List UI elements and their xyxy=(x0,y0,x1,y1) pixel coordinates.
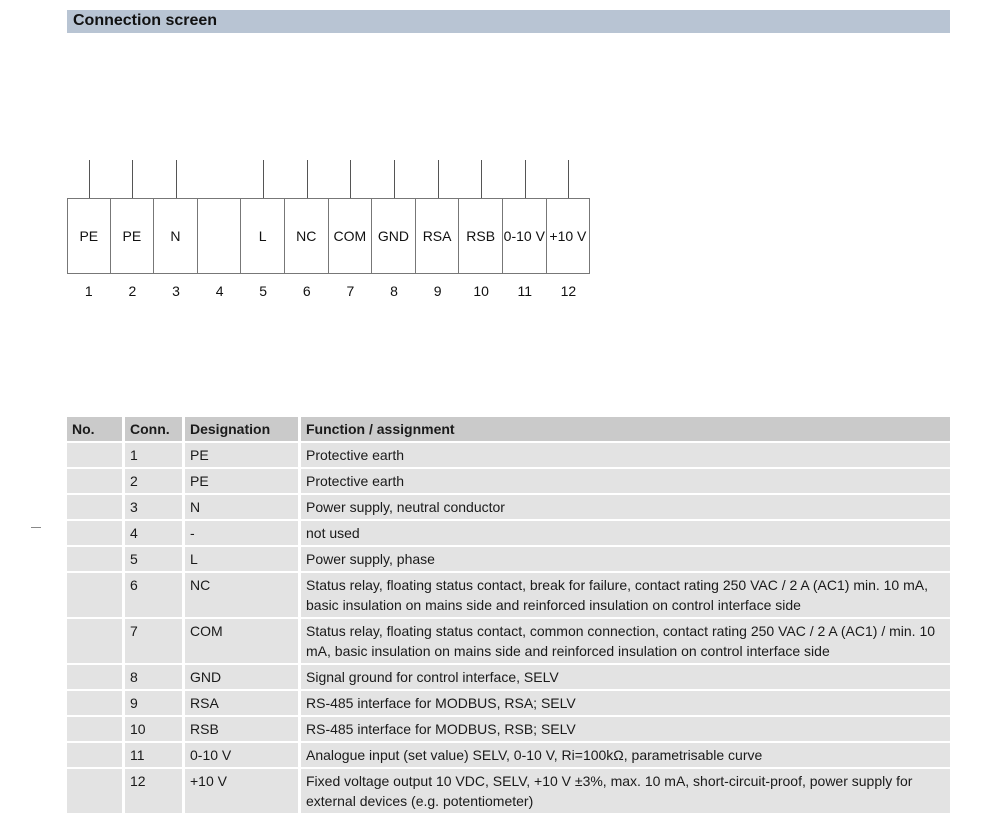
table-row xyxy=(67,547,950,573)
cell-no xyxy=(67,769,125,815)
terminal-label: RSA xyxy=(416,198,460,274)
terminal-label: L xyxy=(241,198,285,274)
terminal-11 xyxy=(503,160,547,300)
table-row xyxy=(67,573,950,619)
cell-function: Signal ground for control interface, SELV xyxy=(301,665,950,691)
cell-function: RS-485 interface for MODBUS, RSA; SELV xyxy=(301,691,950,717)
terminal-number: 4 xyxy=(215,283,224,299)
cell-function: RS-485 interface for MODBUS, RSB; SELV xyxy=(301,717,950,743)
terminal-3 xyxy=(154,160,198,300)
cell-designation: GND xyxy=(185,665,301,691)
terminal-label: COM xyxy=(329,198,373,274)
terminal-6 xyxy=(285,160,329,300)
terminal-7 xyxy=(329,160,373,300)
cell-function: Protective earth xyxy=(301,443,950,469)
cell-no xyxy=(67,521,125,547)
cell-function: Protective earth xyxy=(301,469,950,495)
terminal-label: +10 V xyxy=(547,198,591,274)
terminal-wire xyxy=(394,160,395,198)
terminal-wire xyxy=(89,160,90,198)
terminal-block-diagram xyxy=(67,160,590,300)
margin-mark xyxy=(31,527,41,528)
cell-designation: RSB xyxy=(185,717,301,743)
cell-conn: 3 xyxy=(125,495,185,521)
terminal-label: NC xyxy=(285,198,329,274)
terminal-number: 3 xyxy=(172,283,180,299)
terminal-label: RSB xyxy=(459,198,503,274)
terminal-wire xyxy=(568,160,569,198)
terminal-wire xyxy=(438,160,439,198)
cell-conn: 10 xyxy=(125,717,185,743)
terminal-8 xyxy=(372,160,416,300)
cell-conn: 5 xyxy=(125,547,185,573)
header-no: No. xyxy=(67,417,125,443)
cell-conn: 11 xyxy=(125,743,185,769)
table-row xyxy=(67,769,950,815)
terminal-label: N xyxy=(154,198,198,274)
cell-conn: 9 xyxy=(125,691,185,717)
table-row xyxy=(67,495,950,521)
terminal-number: 1 xyxy=(84,283,93,299)
cell-designation: RSA xyxy=(185,691,301,717)
table-row xyxy=(67,443,950,469)
cell-no xyxy=(67,495,125,521)
terminal-wire xyxy=(132,160,133,198)
cell-no xyxy=(67,665,125,691)
terminal-wire xyxy=(263,160,264,198)
terminal-wire xyxy=(307,160,308,198)
cell-conn: 8 xyxy=(125,665,185,691)
cell-designation: PE xyxy=(185,469,301,495)
terminal-label: PE xyxy=(111,198,155,274)
terminal-wire xyxy=(525,160,526,198)
table-row xyxy=(67,665,950,691)
terminal-wire xyxy=(350,160,351,198)
cell-conn: 4 xyxy=(125,521,185,547)
table-row xyxy=(67,619,950,665)
terminal-9 xyxy=(416,160,460,300)
table-row xyxy=(67,691,950,717)
header-function: Function / assignment xyxy=(301,417,950,443)
cell-no xyxy=(67,717,125,743)
header-conn: Conn. xyxy=(125,417,185,443)
terminal-number: 2 xyxy=(128,283,137,299)
terminal-1 xyxy=(67,160,111,300)
terminal-number: 9 xyxy=(433,283,442,299)
section-header xyxy=(67,10,950,33)
terminal-number: 12 xyxy=(560,283,577,299)
cell-function: Power supply, neutral conductor xyxy=(301,495,950,521)
cell-conn: 1 xyxy=(125,443,185,469)
terminal-number: 8 xyxy=(390,283,398,299)
cell-function: Status relay, floating status contact, break for failure, contact rating 250 VAC / 2 A (AC1) min. 10 mA, basic insulation on mains side and reinforced insulation on control interface side xyxy=(301,573,950,619)
terminal-wire xyxy=(481,160,482,198)
cell-designation: NC xyxy=(185,573,301,619)
terminal-2 xyxy=(111,160,155,300)
cell-function: not used xyxy=(301,521,950,547)
cell-no xyxy=(67,619,125,665)
cell-no xyxy=(67,469,125,495)
header-designation: Designation xyxy=(185,417,301,443)
cell-function: Analogue input (set value) SELV, 0-10 V, Ri=100kΩ, parametrisable curve xyxy=(301,743,950,769)
terminal-label: 0-10 V xyxy=(503,198,547,274)
terminal-number: 10 xyxy=(473,283,489,299)
cell-designation: N xyxy=(185,495,301,521)
terminal-number: 7 xyxy=(346,283,355,299)
cell-function: Status relay, floating status contact, common connection, contact rating 250 VAC / 2 A (AC1) / min. 10 mA, basic insulation on mains side and reinforced insulation on control interface side xyxy=(301,619,950,665)
cell-conn: 6 xyxy=(125,573,185,619)
cell-no xyxy=(67,573,125,619)
table-row xyxy=(67,469,950,495)
cell-designation: 0-10 V xyxy=(185,743,301,769)
cell-no xyxy=(67,443,125,469)
cell-function: Power supply, phase xyxy=(301,547,950,573)
cell-designation: PE xyxy=(185,443,301,469)
cell-designation: COM xyxy=(185,619,301,665)
cell-conn: 2 xyxy=(125,469,185,495)
terminal-label: GND xyxy=(372,198,416,274)
terminal-label xyxy=(198,198,242,274)
cell-no xyxy=(67,691,125,717)
cell-designation: +10 V xyxy=(185,769,301,815)
section-title: Connection screen xyxy=(73,12,218,29)
table-row xyxy=(67,743,950,769)
terminal-12 xyxy=(547,160,591,300)
terminal-number: 11 xyxy=(517,283,533,299)
cell-function: Fixed voltage output 10 VDC, SELV, +10 V ±3%, max. 10 mA, short-circuit-proof, power supply for external devices (e.g. potentiometer) xyxy=(301,769,950,815)
terminal-number: 5 xyxy=(259,283,268,299)
terminal-label: PE xyxy=(67,198,111,274)
terminal-5 xyxy=(241,160,285,300)
cell-designation: L xyxy=(185,547,301,573)
cell-conn: 7 xyxy=(125,619,185,665)
cell-conn: 12 xyxy=(125,769,185,815)
cell-no xyxy=(67,547,125,573)
terminal-10 xyxy=(459,160,503,300)
terminal-4 xyxy=(198,160,242,300)
cell-no xyxy=(67,743,125,769)
table-header-row xyxy=(67,417,950,443)
cell-designation: - xyxy=(185,521,301,547)
terminal-number: 6 xyxy=(302,283,311,299)
table-row xyxy=(67,717,950,743)
terminal-wire xyxy=(176,160,177,198)
connection-table xyxy=(67,417,950,815)
table-row xyxy=(67,521,950,547)
